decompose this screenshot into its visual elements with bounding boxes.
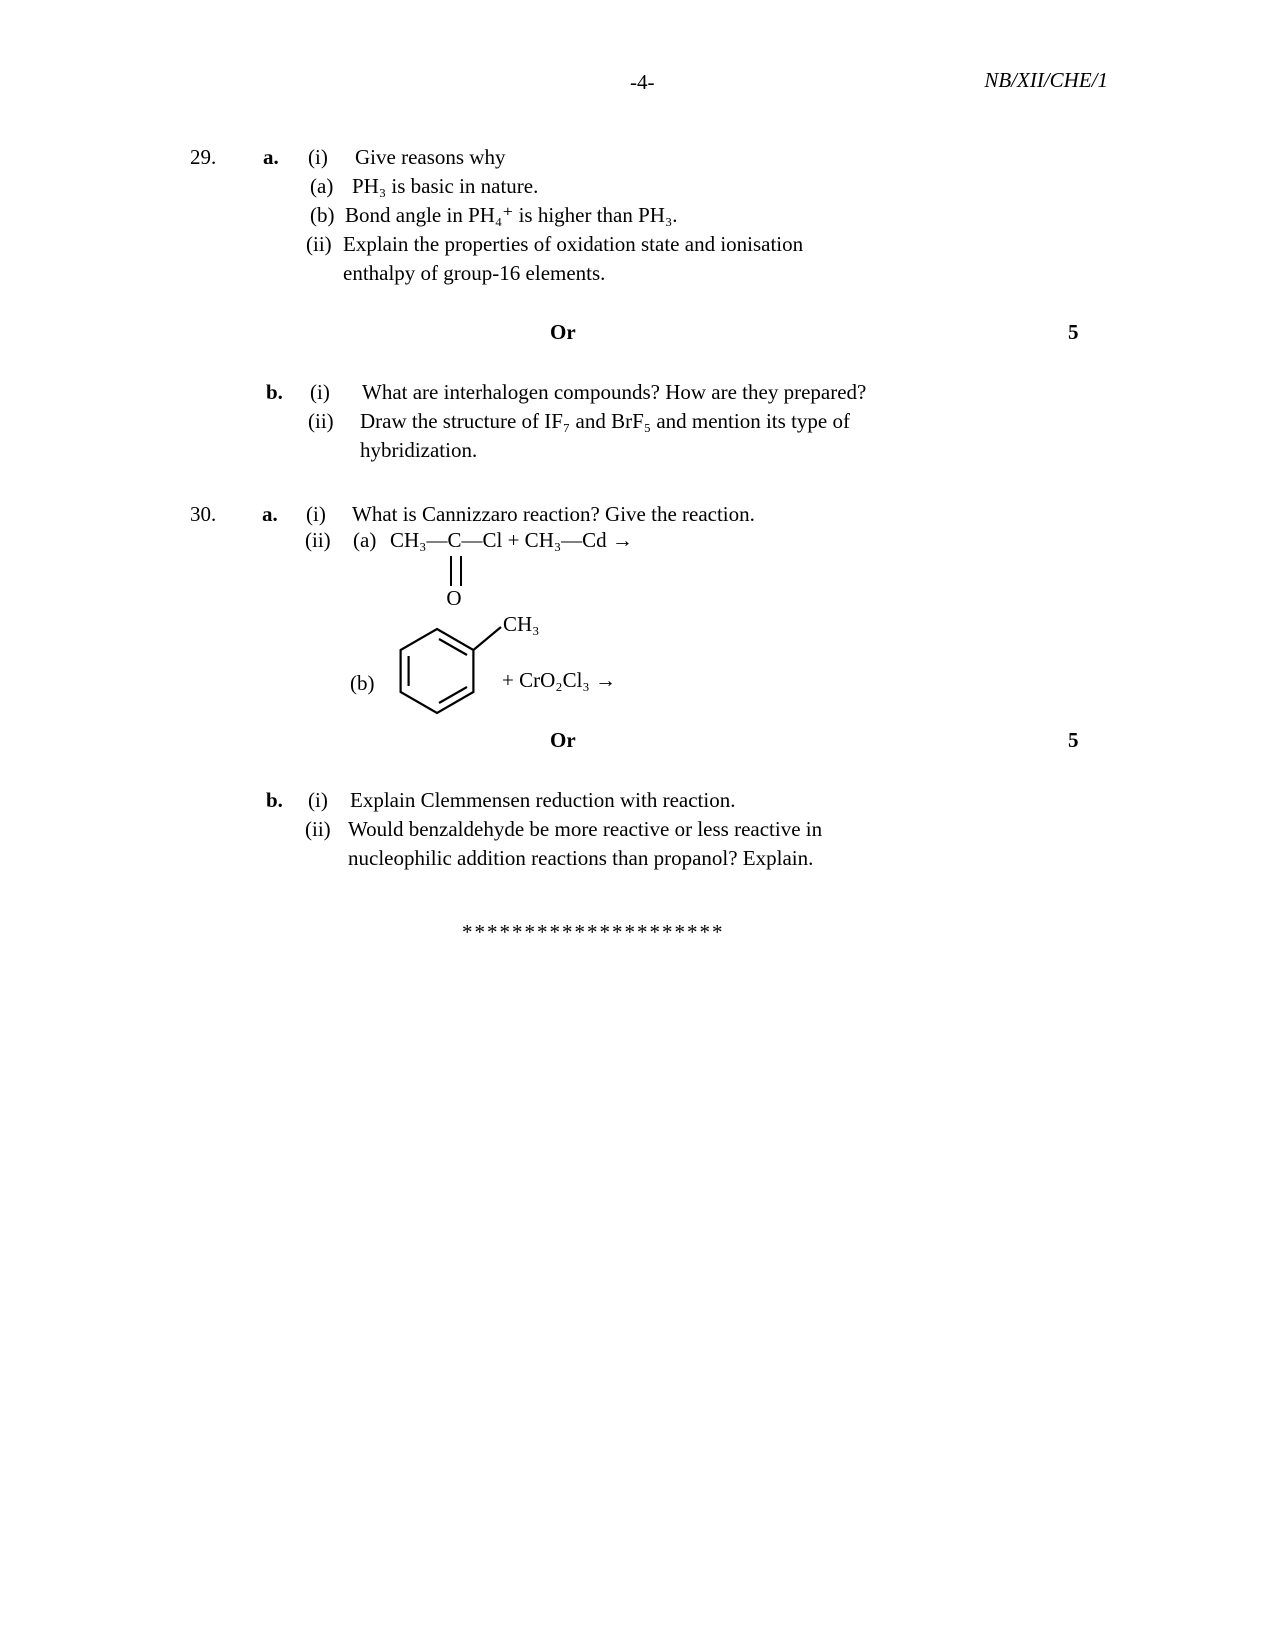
item-text-continued: enthalpy of group-16 elements. bbox=[343, 261, 606, 285]
carbonyl-oxygen-label: O bbox=[446, 586, 462, 610]
benzene-double-bond-upper-right bbox=[439, 639, 467, 655]
item-marker: (ii) bbox=[305, 817, 331, 841]
item-text-continued: nucleophilic addition reactions than propanol? Explain. bbox=[348, 846, 814, 870]
item-text: Bond angle in PH₄⁺ is higher than PH₃. bbox=[345, 203, 678, 227]
item-text: Explain Clemmensen reduction with reaction. bbox=[350, 788, 736, 812]
item-marker: (ii) bbox=[308, 409, 334, 433]
part-b-label: b. bbox=[266, 380, 283, 404]
item-text: PH₃ is basic in nature. bbox=[352, 174, 539, 198]
page-number: -4- bbox=[630, 70, 655, 94]
part-b-label: b. bbox=[266, 788, 283, 812]
sub-item-marker: (a) bbox=[353, 528, 377, 552]
question-number: 29. bbox=[190, 145, 217, 169]
reagent-formula: + CrO₂Cl₃ → bbox=[502, 668, 616, 692]
item-marker: (i) bbox=[306, 502, 326, 526]
methyl-group-label: CH₃ bbox=[503, 612, 540, 636]
item-marker: (i) bbox=[308, 145, 328, 169]
marks-badge: 5 bbox=[1068, 728, 1079, 752]
item-text: Give reasons why bbox=[355, 145, 506, 169]
item-marker: (i) bbox=[308, 788, 328, 812]
reaction-formula: CH₃—C—Cl + CH₃—Cd → bbox=[390, 528, 633, 552]
benzene-double-bond-lower-right bbox=[439, 687, 467, 703]
part-a-label: a. bbox=[262, 502, 278, 526]
methyl-bond bbox=[473, 627, 501, 650]
item-text: What is Cannizzaro reaction? Give the reaction. bbox=[352, 502, 755, 526]
item-text: Would benzaldehyde be more reactive or less reactive in bbox=[348, 817, 823, 841]
part-a-label: a. bbox=[263, 145, 279, 169]
item-marker: (i) bbox=[310, 380, 330, 404]
question-number: 30. bbox=[190, 502, 217, 526]
item-text: What are interhalogen compounds? How are they prepared? bbox=[362, 380, 867, 404]
paper-code: NB/XII/CHE/1 bbox=[984, 68, 1108, 92]
benzene-hexagon bbox=[401, 629, 474, 713]
item-text-continued: hybridization. bbox=[360, 438, 478, 462]
end-of-paper-stars: ********************* bbox=[462, 920, 725, 944]
item-text: Explain the properties of oxidation state and ionisation bbox=[343, 232, 804, 256]
or-separator: Or bbox=[550, 320, 576, 344]
marks-badge: 5 bbox=[1068, 320, 1079, 344]
item-text: Draw the structure of IF₇ and BrF₅ and mention its type of bbox=[360, 409, 850, 433]
or-separator: Or bbox=[550, 728, 576, 752]
item-marker: (b) bbox=[310, 203, 335, 227]
item-marker: (ii) bbox=[305, 528, 331, 552]
item-marker: (a) bbox=[310, 174, 334, 198]
sub-item-marker: (b) bbox=[350, 671, 375, 695]
carbonyl-double-bond bbox=[450, 556, 462, 586]
item-marker: (ii) bbox=[306, 232, 332, 256]
